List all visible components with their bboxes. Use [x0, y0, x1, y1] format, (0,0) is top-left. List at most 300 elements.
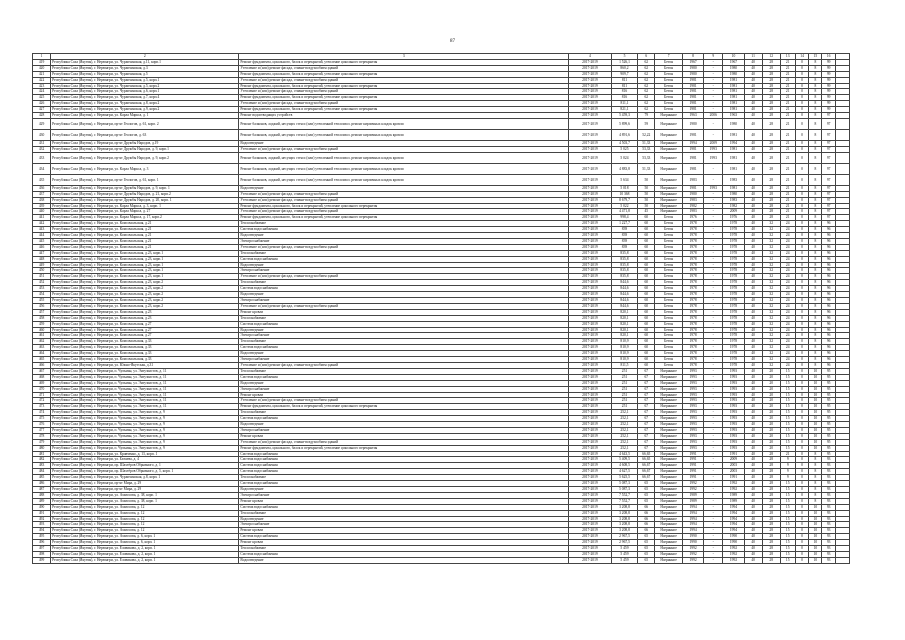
- table-cell: Республика Саха (Якутия), г. Нерюнгри, ул. Аммосова, д. 12: [51, 522, 239, 528]
- table-cell: 21: [780, 129, 795, 140]
- table-cell: Теплоснабжение: [239, 339, 569, 345]
- table-cell: 28: [762, 174, 780, 185]
- table-cell: 8: [809, 107, 822, 113]
- capital-repair-register-table: [32, 53, 850, 564]
- table-cell: 95: [822, 392, 836, 398]
- table-cell: 8: [809, 315, 822, 321]
- table-cell: 40: [744, 129, 762, 140]
- table-cell: 1980: [723, 65, 744, 71]
- table-cell: 1963: [723, 113, 744, 119]
- table-cell: 1978: [723, 221, 744, 227]
- table-cell: Республика Саха (Якутия), г. Нерюнгри, ул. Чурапчинская, д.6, корп.1: [51, 89, 239, 95]
- table-cell: Утепление и (или) ремонт фасада, ставни-воздухообмен зданий: [239, 89, 569, 95]
- table-cell: 1981: [682, 146, 703, 152]
- table-cell: 2017-2019: [569, 557, 612, 563]
- table-cell: 3 208,8: [611, 516, 638, 522]
- table-cell: 40: [744, 327, 762, 333]
- table-cell: 453: [33, 286, 51, 292]
- table-cell: 0: [795, 321, 809, 327]
- table-cell: 4 608,5: [611, 463, 638, 469]
- table-cell: 1978: [682, 238, 703, 244]
- table-cell: 10: [809, 416, 822, 422]
- table-cell: 0: [795, 129, 809, 140]
- table-cell: 2017-2019: [569, 404, 612, 410]
- table-cell: Ремонт фундамента, цокольного, балок и перекрытий, утепление цокольного перекрытия: [239, 215, 569, 221]
- table-cell: 5 025: [611, 146, 638, 152]
- table-cell: Республика Саха (Якутия), г. Нерюнгри, п. Чульман, ул. Энтузиастов, д. 11: [51, 386, 239, 392]
- table-cell: 24: [780, 321, 795, 327]
- table-cell: 492: [33, 516, 51, 522]
- table-cell: 95: [822, 451, 836, 457]
- table-cell: 1993: [723, 427, 744, 433]
- table-cell: 96: [822, 268, 836, 274]
- table-cell: 10: [809, 439, 822, 445]
- table-cell: 52,22: [638, 129, 655, 140]
- table-cell: 0: [795, 95, 809, 101]
- table-cell: 21: [780, 95, 795, 101]
- table-cell: 50: [638, 203, 655, 209]
- table-cell: 40: [744, 233, 762, 239]
- table-cell: 443: [33, 227, 51, 233]
- table-cell: 1992: [682, 557, 703, 563]
- table-cell: 15: [780, 510, 795, 516]
- table-cell: 496: [33, 540, 51, 546]
- table-cell: Теплоснабжение: [239, 546, 569, 552]
- table-cell: [836, 152, 850, 163]
- table-cell: -: [704, 95, 723, 101]
- table-cell: Республика Саха (Якутия), г. Нерюнгри, п. Чульман, ул. Энтузиастов, д. 11: [51, 404, 239, 410]
- table-cell: Нагрянное: [655, 129, 683, 140]
- table-cell: 0: [795, 233, 809, 239]
- table-cell: Электроснабжение: [239, 492, 569, 498]
- table-cell: 0: [795, 118, 809, 129]
- table-cell: 1990: [723, 534, 744, 540]
- table-cell: 0: [795, 250, 809, 256]
- table-cell: Республика Саха (Якутия), г. Нерюнгри, ул. Аммосова, д. 38, корп. 1: [51, 492, 239, 498]
- table-cell: 40: [744, 215, 762, 221]
- table-cell: 431: [33, 140, 51, 146]
- table-cell: 1981: [723, 146, 744, 152]
- table-cell: 15: [780, 522, 795, 528]
- table-cell: 0: [795, 215, 809, 221]
- table-cell: 10: [809, 534, 822, 540]
- table-cell: 1978: [723, 351, 744, 357]
- table-cell: 447: [33, 250, 51, 256]
- table-cell: 458: [33, 315, 51, 321]
- table-cell: 2017-2019: [569, 398, 612, 404]
- table-cell: 32: [762, 333, 780, 339]
- table-cell: 3 208,8: [611, 510, 638, 516]
- table-cell: Теплоснабжение: [239, 368, 569, 374]
- table-cell: 457: [33, 309, 51, 315]
- table-cell: 40: [744, 140, 762, 146]
- table-cell: 1981: [682, 95, 703, 101]
- table-cell: Бетон: [655, 351, 683, 357]
- table-cell: 53,33: [638, 146, 655, 152]
- table-cell: 0: [795, 238, 809, 244]
- table-cell: Ремонт кровли: [239, 433, 569, 439]
- table-cell: Система водоснабжения: [239, 551, 569, 557]
- table-cell: 1981: [682, 107, 703, 113]
- table-cell: 1978: [682, 227, 703, 233]
- table-cell: 40: [744, 457, 762, 463]
- table-cell: 3 208,8: [611, 504, 638, 510]
- table-cell: 1993: [723, 422, 744, 428]
- table-cell: Республика Саха (Якутия), г. Нерюнгри, пр-кт Дружбы Народов, д. 21, корп.2: [51, 191, 239, 197]
- table-cell: Нагрянное: [655, 185, 683, 191]
- table-cell: 28: [762, 528, 780, 534]
- table-cell: 95: [822, 374, 836, 380]
- table-cell: 21: [780, 113, 795, 119]
- table-cell: 1991: [682, 457, 703, 463]
- column-number-cell: 5: [611, 54, 638, 60]
- table-cell: 97: [822, 191, 836, 197]
- table-cell: 15: [780, 398, 795, 404]
- table-cell: 40: [744, 95, 762, 101]
- table-cell: 60: [638, 321, 655, 327]
- table-cell: -: [704, 256, 723, 262]
- column-number-cell: 14: [795, 54, 809, 60]
- table-cell: 28: [762, 146, 780, 152]
- table-cell: -: [704, 557, 723, 563]
- table-cell: 8: [809, 185, 822, 191]
- table-cell: Республика Саха (Якутия), г. Нерюнгри, ул. Комсомольская, д.33: [51, 345, 239, 351]
- table-cell: 95: [822, 410, 836, 416]
- table-cell: 32: [762, 238, 780, 244]
- table-cell: 62: [638, 95, 655, 101]
- table-cell: 1978: [682, 351, 703, 357]
- table-cell: 0: [795, 203, 809, 209]
- table-cell: 1983: [682, 197, 703, 203]
- table-cell: 60: [638, 244, 655, 250]
- table-cell: 65: [638, 487, 655, 493]
- table-cell: 60: [638, 315, 655, 321]
- table-cell: 0: [795, 59, 809, 65]
- table-cell: 1978: [723, 250, 744, 256]
- table-cell: 2017-2019: [569, 274, 612, 280]
- table-cell: 60: [638, 268, 655, 274]
- table-cell: 96: [822, 233, 836, 239]
- table-cell: Нагрянное: [655, 504, 683, 510]
- table-cell: Нагрянное: [655, 439, 683, 445]
- table-cell: 10: [809, 557, 822, 563]
- column-number-cell: 13: [780, 54, 795, 60]
- table-cell: -: [704, 469, 723, 475]
- table-cell: 1978: [682, 244, 703, 250]
- table-cell: 15: [780, 492, 795, 498]
- table-cell: 40: [744, 146, 762, 152]
- table-cell: Система водоснабжения: [239, 416, 569, 422]
- table-cell: 40: [744, 333, 762, 339]
- table-cell: 4 627,5: [611, 469, 638, 475]
- table-cell: 2003: [723, 463, 744, 469]
- table-cell: 1993: [682, 386, 703, 392]
- table-cell: 67: [638, 427, 655, 433]
- table-cell: 21: [780, 197, 795, 203]
- table-cell: Ремонт фундамента, цокольного, балок и перекрытий, утепление цокольного перекрытия: [239, 83, 569, 89]
- column-number-cell: 6: [638, 54, 655, 60]
- table-cell: 8: [809, 498, 822, 504]
- table-cell: 1963: [682, 113, 703, 119]
- table-cell: 1981: [723, 107, 744, 113]
- table-cell: 15: [780, 498, 795, 504]
- table-cell: 60: [638, 227, 655, 233]
- table-cell: Ремонт фундамента, цокольного, балок и перекрытий, утепление цокольного перекрытия: [239, 59, 569, 65]
- table-cell: 67: [638, 445, 655, 451]
- table-cell: 7 552,7: [611, 492, 638, 498]
- table-cell: 1978: [682, 221, 703, 227]
- table-cell: 2017-2019: [569, 410, 612, 416]
- table-cell: 8: [809, 101, 822, 107]
- table-cell: 8: [809, 463, 822, 469]
- table-cell: 1990: [723, 540, 744, 546]
- table-cell: 24: [780, 315, 795, 321]
- table-row: [33, 557, 850, 563]
- table-cell: 15: [780, 368, 795, 374]
- table-cell: -: [704, 221, 723, 227]
- table-cell: 24: [780, 280, 795, 286]
- table-cell: 471: [33, 392, 51, 398]
- table-cell: 97: [822, 209, 836, 215]
- table-cell: 1981: [682, 129, 703, 140]
- table-cell: Бетон: [655, 107, 683, 113]
- table-cell: -: [704, 510, 723, 516]
- table-cell: 499: [33, 557, 51, 563]
- table-cell: 40: [744, 439, 762, 445]
- table-cell: 2017-2019: [569, 174, 612, 185]
- table-cell: 28: [762, 510, 780, 516]
- table-cell: 20: [762, 422, 780, 428]
- table-cell: 0: [795, 274, 809, 280]
- table-cell: 1993: [682, 374, 703, 380]
- table-cell: 28: [762, 65, 780, 71]
- table-cell: 24: [780, 303, 795, 309]
- table-cell: 28: [762, 557, 780, 563]
- table-cell: 1981: [682, 83, 703, 89]
- table-cell: 40: [744, 250, 762, 256]
- table-cell: 15: [780, 416, 795, 422]
- table-cell: Республика Саха (Якутия), г. Нерюнгри, ул. Комсомольская, д.21: [51, 227, 239, 233]
- table-cell: 1983: [723, 197, 744, 203]
- table-cell: Бетон: [655, 250, 683, 256]
- table-cell: Республика Саха (Якутия), г. Нерюнгри, п. Чульман, ул. Энтузиастов, д. 11: [51, 380, 239, 386]
- table-cell: Республика Саха (Якутия), г. Нерюнгри, ул. Комсомольская, д.27: [51, 321, 239, 327]
- table-cell: -: [704, 268, 723, 274]
- table-cell: Утепление и (или) ремонт фасада, ставни-воздухообмен зданий: [239, 303, 569, 309]
- table-cell: 5 024: [611, 152, 638, 163]
- table-cell: 8 679,7: [611, 197, 638, 203]
- table-cell: 96: [822, 227, 836, 233]
- table-cell: 97: [822, 118, 836, 129]
- table-cell: Республика Саха (Якутия), г. Нерюнгри, ул. Аммосова, д. 12: [51, 516, 239, 522]
- table-cell: 1978: [682, 327, 703, 333]
- table-cell: 0: [795, 77, 809, 83]
- table-cell: 844,6: [611, 298, 638, 304]
- table-cell: 1993: [723, 368, 744, 374]
- table-cell: 2003: [723, 469, 744, 475]
- table-cell: 8: [809, 469, 822, 475]
- table-cell: 1994: [723, 510, 744, 516]
- table-cell: 53,33: [638, 152, 655, 163]
- table-cell: 96: [822, 274, 836, 280]
- table-cell: 252,1: [611, 410, 638, 416]
- table-cell: 2017-2019: [569, 362, 612, 368]
- table-cell: 1978: [723, 309, 744, 315]
- table-cell: 93: [822, 528, 836, 534]
- table-cell: 40: [744, 433, 762, 439]
- table-cell: 495: [33, 534, 51, 540]
- table-cell: Бетон: [655, 244, 683, 250]
- table-cell: 8: [809, 475, 822, 481]
- table-cell: Бетон: [655, 65, 683, 71]
- table-cell: Нагрянное: [655, 386, 683, 392]
- table-cell: Республика Саха (Якутия), г. Нерюнгри, ул. Комсомольская, д.27: [51, 327, 239, 333]
- table-cell: 1989: [723, 492, 744, 498]
- table-cell: Республика Саха (Якутия), г. Нерюнгри, ул. Комсомольская, д.21: [51, 238, 239, 244]
- table-cell: 0: [795, 146, 809, 152]
- table-cell: 998,4: [611, 215, 638, 221]
- table-cell: 21: [780, 209, 795, 215]
- table-cell: 66: [638, 510, 655, 516]
- table-cell: 8: [809, 309, 822, 315]
- table-row: [33, 174, 850, 185]
- table-cell: 8: [809, 492, 822, 498]
- table-cell: 21: [780, 101, 795, 107]
- table-cell: Утепление и (или) ремонт фасада, ставни-воздухообмен зданий: [239, 274, 569, 280]
- table-cell: 40: [744, 522, 762, 528]
- table-cell: 93: [822, 469, 836, 475]
- table-cell: 40: [744, 262, 762, 268]
- table-cell: 28: [762, 59, 780, 65]
- table-cell: 66,67: [638, 475, 655, 481]
- table-cell: 40: [744, 492, 762, 498]
- table-cell: 484: [33, 469, 51, 475]
- table-cell: 421: [33, 71, 51, 77]
- table-cell: 1978: [682, 357, 703, 363]
- table-cell: 0: [795, 185, 809, 191]
- table-cell: 15: [780, 540, 795, 546]
- table-cell: 1994: [682, 504, 703, 510]
- table-cell: Ремонт кровли: [239, 528, 569, 534]
- table-cell: 1978: [723, 233, 744, 239]
- table-cell: 40: [744, 203, 762, 209]
- table-cell: 8: [809, 163, 822, 174]
- table-cell: Электроснабжение: [239, 522, 569, 528]
- table-cell: 32: [762, 351, 780, 357]
- table-cell: -: [704, 244, 723, 250]
- table-cell: Нагрянное: [655, 469, 683, 475]
- table-cell: 1992: [723, 487, 744, 493]
- table-cell: 95: [822, 422, 836, 428]
- table-cell: 2 967,5: [611, 540, 638, 546]
- table-cell: Система водоснабжения: [239, 321, 569, 327]
- table-cell: 32: [762, 280, 780, 286]
- table-cell: 2017-2019: [569, 551, 612, 557]
- table-cell: 66,65: [638, 451, 655, 457]
- table-cell: 28: [762, 451, 780, 457]
- table-cell: 1978: [723, 333, 744, 339]
- table-cell: 844,6: [611, 292, 638, 298]
- table-cell: 99: [822, 83, 836, 89]
- table-cell: 99: [822, 95, 836, 101]
- table-cell: -: [704, 487, 723, 493]
- table-cell: 0: [795, 516, 809, 522]
- table-cell: 40: [744, 113, 762, 119]
- table-cell: 20: [762, 410, 780, 416]
- table-cell: 32: [762, 221, 780, 227]
- table-cell: 32: [762, 362, 780, 368]
- table-cell: 40: [744, 451, 762, 457]
- table-cell: -: [704, 357, 723, 363]
- table-cell: 99: [822, 101, 836, 107]
- table-cell: 1976: [723, 215, 744, 221]
- table-cell: 62: [638, 71, 655, 77]
- table-cell: 51,33: [638, 163, 655, 174]
- table-cell: 251: [611, 392, 638, 398]
- column-number-cell: 8: [682, 54, 703, 60]
- table-cell: 96: [822, 351, 836, 357]
- table-cell: 10: [809, 516, 822, 522]
- table-cell: 60: [638, 274, 655, 280]
- table-cell: 491: [33, 510, 51, 516]
- table-cell: 40: [744, 481, 762, 487]
- table-cell: 79: [638, 113, 655, 119]
- table-cell: 60: [638, 303, 655, 309]
- table-cell: 45: [638, 209, 655, 215]
- table-cell: 24: [780, 238, 795, 244]
- table-cell: 1978: [723, 274, 744, 280]
- table-cell: 40: [744, 392, 762, 398]
- table-cell: 8: [809, 351, 822, 357]
- table-cell: Электроснабжение: [239, 357, 569, 363]
- table-cell: Нагрянное: [655, 534, 683, 540]
- table-cell: 2017-2019: [569, 433, 612, 439]
- table-cell: 0: [795, 298, 809, 304]
- table-cell: Республика Саха (Якутия), г. Нерюнгри, ул. Чурапчинская, д.5, корп.1: [51, 77, 239, 83]
- table-cell: Нагрянное: [655, 546, 683, 552]
- table-cell: Утепление и (или) ремонт фасада, ставни-воздухообмен зданий: [239, 197, 569, 203]
- table-cell: 40: [744, 83, 762, 89]
- table-cell: 251: [611, 404, 638, 410]
- table-cell: 40: [744, 510, 762, 516]
- table-cell: Республика Саха (Якутия), г. Нерюнгри, п. Чульман, ул. Энтузиастов, д. 9: [51, 433, 239, 439]
- table-cell: 15: [780, 534, 795, 540]
- table-cell: Водоотведение: [239, 327, 569, 333]
- table-cell: 1978: [723, 227, 744, 233]
- table-cell: 5 459: [611, 546, 638, 552]
- table-cell: 1980: [682, 71, 703, 77]
- table-cell: 10: [809, 433, 822, 439]
- table-cell: 1993: [682, 433, 703, 439]
- table-cell: Водоотведение: [239, 557, 569, 563]
- table-cell: 32: [762, 274, 780, 280]
- table-cell: 2017-2019: [569, 83, 612, 89]
- table-cell: 429: [33, 118, 51, 129]
- table-cell: 1978: [723, 238, 744, 244]
- table-cell: 2017-2019: [569, 422, 612, 428]
- table-cell: 20: [762, 374, 780, 380]
- table-cell: 40: [744, 209, 762, 215]
- table-cell: 40: [744, 416, 762, 422]
- table-cell: Республика Саха (Якутия), г. Нерюнгри, пр-кт Дружбы Народов, д. 9, корп. 1: [51, 185, 239, 191]
- table-cell: 67: [638, 398, 655, 404]
- table-cell: -: [704, 551, 723, 557]
- table-cell: 40: [744, 469, 762, 475]
- table-cell: -: [704, 345, 723, 351]
- table-cell: 96: [822, 221, 836, 227]
- table-cell: 0: [795, 528, 809, 534]
- table-cell: -: [704, 392, 723, 398]
